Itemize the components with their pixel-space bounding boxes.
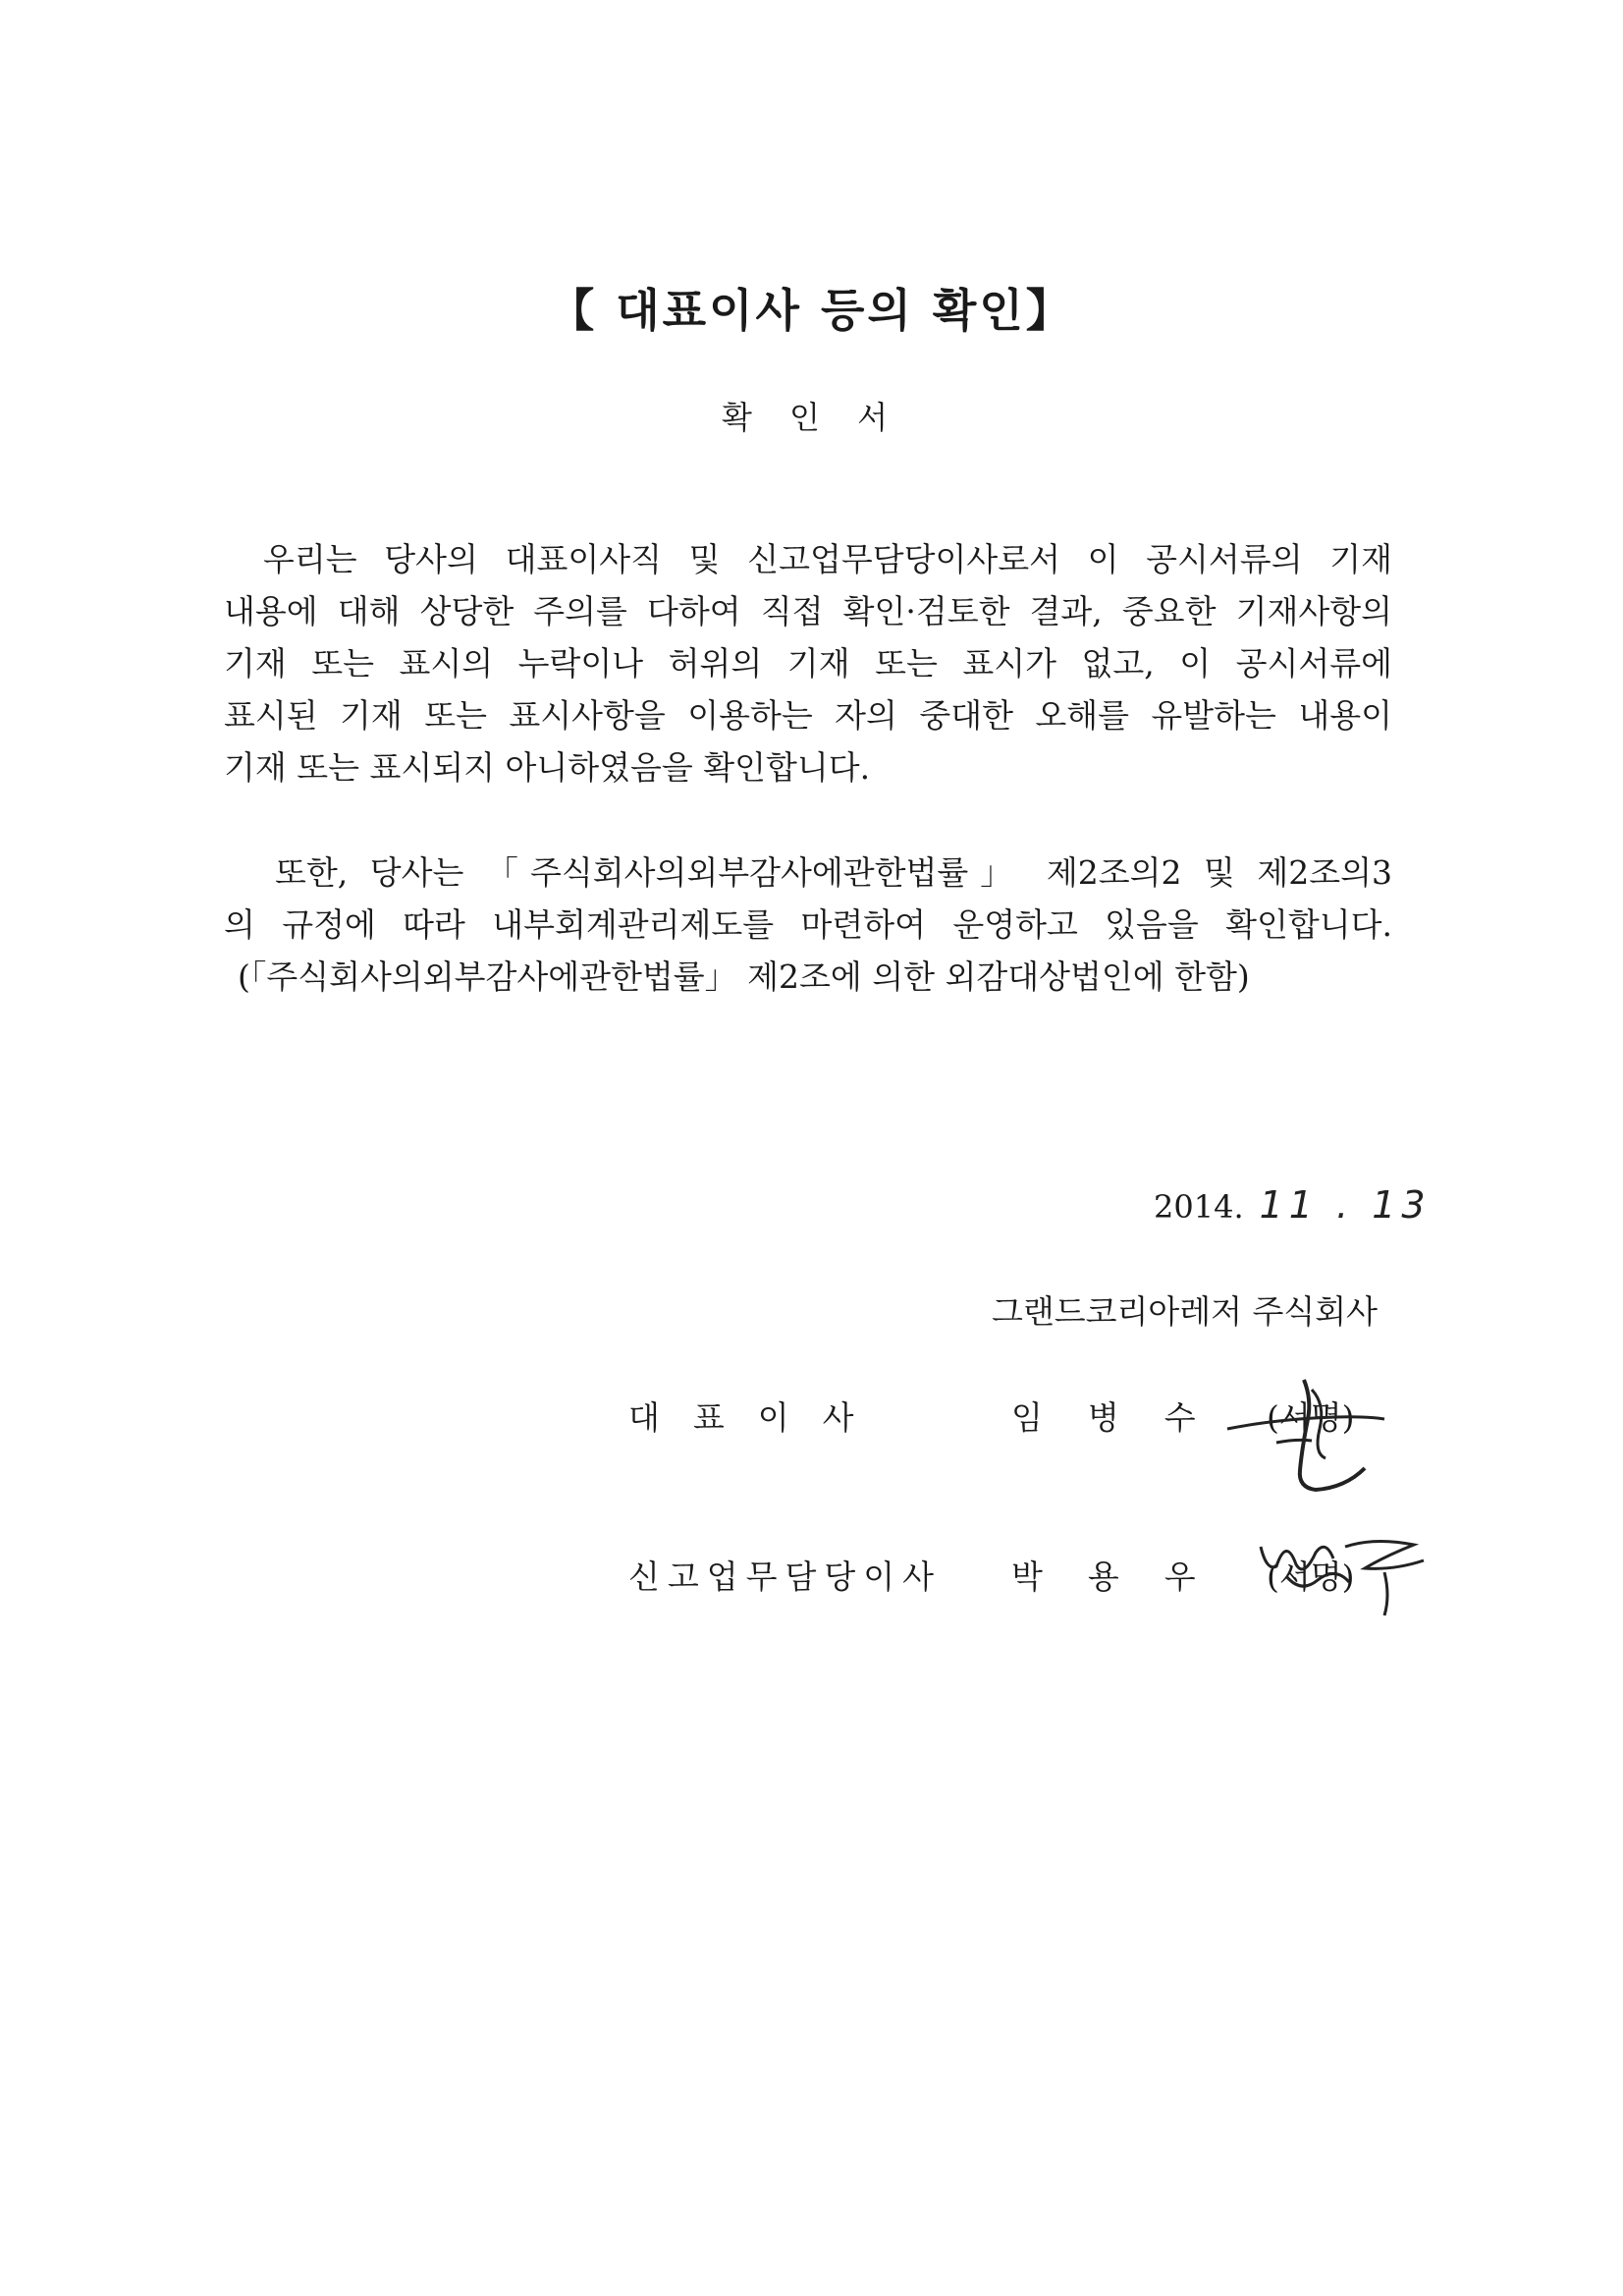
signatory-disclosure-officer (628, 1552, 1355, 1598)
paragraph-line: 우리는 당사의 대표이사직 및 신고업무담당이사로서 이 공시서류의 기재 (263, 540, 1392, 578)
paragraph-line: 기재 또는 표시되지 아니하였음을 확인합니다. (224, 748, 871, 787)
paragraph-line: (「주식회사의외부감사에관한법률」 제2조에 의한 외감대상법인에 한함) (238, 957, 1250, 996)
document-subheading: 확 인 서 (721, 399, 902, 436)
signatory-role: 대표이사 (628, 1398, 888, 1437)
date-printed: 2014. (1154, 1188, 1244, 1226)
paragraph-line: 의 규정에 따라 내부회계관리제도를 마련하여 운영하고 있음을 확인합니다. (224, 905, 1392, 944)
document-heading: 【 대표이사 등의 확인】 (549, 284, 1074, 337)
handwritten-signature-ceo (1217, 1360, 1394, 1517)
date-handwritten: 11 . 13 (1259, 1183, 1432, 1227)
paragraph-line: 기재 또는 표시의 누락이나 허위의 기재 또는 표시가 없고, 이 공시서류에 (224, 644, 1392, 683)
signature-label: (서명) (1267, 1558, 1355, 1596)
paragraph-line: 또한, 당사는 「주식회사의외부감사에관한법률」 제2조의2 및 제2조의3 (275, 853, 1392, 892)
signatory-role: 신고업무담당이사 (628, 1558, 943, 1596)
paragraph-line: 표시된 기재 또는 표시사항을 이용하는 자의 중대한 오해를 유발하는 내용이 (224, 696, 1392, 735)
company-name: 그랜드코리아레저 주식회사 (991, 1292, 1378, 1331)
paragraph-line: 내용에 대해 상당한 주의를 다하여 직접 확인·검토한 결과, 중요한 기재사항의 (224, 592, 1392, 630)
confirmation-paragraph (224, 533, 1392, 793)
internal-control-paragraph (224, 847, 1392, 1003)
document-date (1154, 1183, 1432, 1227)
signature-label: (서명) (1267, 1398, 1355, 1437)
signatory-name: 임병수 (1011, 1398, 1241, 1437)
signatory-ceo (628, 1393, 1355, 1439)
signatory-name: 박용우 (1011, 1558, 1241, 1596)
